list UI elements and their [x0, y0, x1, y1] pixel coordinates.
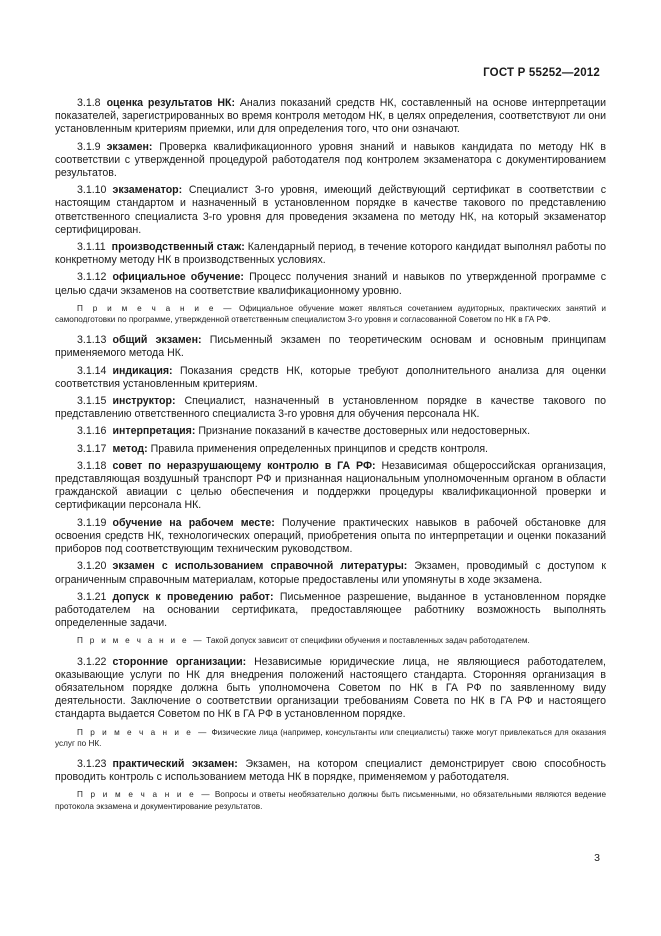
- clause-number: 3.1.13: [77, 334, 107, 347]
- term: практический экзамен:: [112, 757, 238, 770]
- page-number: 3: [594, 852, 600, 864]
- definition-text: Проверка квалификационного уровня знаний и навыков кандидата по методу НК в соответствии с утвержденной процедурой работодателя под контролем экзаменатора с документированием результатов.: [55, 140, 606, 180]
- term: обучение на рабочем месте:: [112, 516, 275, 529]
- note-official-training: [55, 303, 606, 325]
- definition-text: Независимые юридические лица, не являющиеся работодателем, оказывающие услуги по НК для внедрения положений настоящего стандарта. Сторонняя организация в обязательном порядке должна быть уполномочена Советом по НК в ГА РФ по заявленному виду деятельности. Заключение о соответствии организации требованиям Совета по НК в ГА РФ и настоящего стандарта выдается Советом по НК в ГА РФ в установленном порядке.: [55, 655, 606, 721]
- clause-number: 3.1.14: [77, 364, 107, 377]
- definition-text: Письменное разрешение, выданное в установленном порядке работодателем на основании сертификата, предоставляющее работнику возможность выполнять определенные задачи.: [55, 590, 606, 630]
- clause-number: 3.1.22: [77, 655, 107, 668]
- definition-3-1-12: [55, 271, 606, 297]
- definition-3-1-14: [55, 365, 606, 391]
- term: сторонние организации:: [112, 655, 247, 668]
- note-label: П р и м е ч а н и е —: [77, 636, 204, 646]
- term: экзамен с использованием справочной литературы:: [112, 560, 408, 573]
- definition-text: Календарный период, в течение которого кандидат выполнял работы по конкретному методу НК в производственных условиях.: [55, 241, 606, 267]
- clause-number: 3.1.17: [77, 442, 107, 455]
- definition-3-1-9: [55, 141, 606, 181]
- term: совет по неразрушающему контролю в ГА РФ:: [112, 459, 376, 472]
- term: индикация:: [112, 364, 173, 377]
- clause-number: 3.1.19: [77, 516, 107, 529]
- definition-3-1-23: [55, 758, 606, 784]
- definition-text: Экзамен, проводимый с доступом к ограниченным справочным материалам, которые предоставлены или упомянуты в ходе экзамена.: [55, 560, 606, 586]
- definition-text: Специалист, назначенный в установленном порядке в качестве такового по представлению ответственного специалиста 3-го уровня для обучения персонала НК.: [55, 395, 606, 421]
- note-label: П р и м е ч а н и е —: [77, 303, 234, 313]
- definition-text: Процесс получения знаний и навыков по утвержденной программе с целью сдачи экзаменов на соответствие квалификационному уровню.: [55, 271, 606, 297]
- definition-3-1-22: [55, 656, 606, 722]
- term: допуск к проведению работ:: [112, 590, 274, 603]
- term: метод:: [112, 442, 148, 455]
- definition-text: Правила применения определенных принципов и средств контроля.: [147, 442, 488, 455]
- definition-text: Показания средств НК, которые требуют дополнительного анализа для оценки соответствия установленным критериям.: [55, 364, 606, 390]
- clause-number: 3.1.8: [77, 97, 101, 109]
- definition-3-1-8: [55, 97, 606, 137]
- term: инструктор:: [112, 395, 176, 408]
- clause-number: 3.1.15: [77, 395, 107, 408]
- definition-text: Анализ показаний средств НК, составленный на основе интерпретации показателей, зарегистрированных во время контроля методом НК, в целях определения, соответствуют ли они установленным критериям приемки, или для определения того, что они означают.: [55, 97, 606, 136]
- term: официальное обучение:: [112, 271, 244, 284]
- note-text: Вопросы и ответы необязательно должны быть письменными, но обязательными являются ведение протокола экзамена и документирование результатов.: [55, 790, 606, 811]
- document-header: ГОСТ Р 55252—2012: [483, 67, 600, 79]
- term: общий экзамен:: [112, 334, 202, 347]
- definition-3-1-19: [55, 517, 606, 557]
- definition-text: Признание показаний в качестве достоверных или недостоверных.: [195, 425, 531, 438]
- clause-number: 3.1.20: [77, 560, 107, 573]
- clause-number: 3.1.16: [77, 425, 107, 438]
- note-work-permit: [55, 635, 606, 646]
- term: производственный стаж:: [111, 241, 245, 254]
- definition-3-1-17: [55, 443, 606, 456]
- clause-number: 3.1.12: [77, 271, 107, 284]
- definition-3-1-20: [55, 560, 606, 586]
- definition-3-1-10: [55, 184, 606, 237]
- definition-text: Специалист 3-го уровня, имеющий действующий сертификат в соответствии с настоящим стандартом и назначенный в установленном порядке в качестве такового по представлению ответственного специалиста 3-го уровня для проведения экзамена по методу НК, на который экзаменатор сертифицирован.: [55, 184, 606, 236]
- definition-3-1-13: [55, 334, 606, 360]
- clause-number: 3.1.11: [77, 241, 106, 254]
- note-third-parties: [55, 727, 606, 749]
- definition-3-1-11: [55, 241, 606, 267]
- note-label: П р и м е ч а н и е —: [77, 727, 209, 737]
- page-content: [55, 97, 606, 821]
- definition-text: Письменный экзамен по теоретическим основам и основным принципам применяемого метода НК.: [55, 334, 606, 360]
- definition-3-1-15: [55, 395, 606, 421]
- clause-number: 3.1.10: [77, 184, 107, 197]
- term: экзамен:: [106, 140, 153, 153]
- note-text: Физические лица (например, консультанты или специалисты) также могут привлекаться для оказания услуг по НК.: [55, 727, 607, 748]
- definition-text: Экзамен, на котором специалист демонстрирует свою способность проводить контроль с использованием метода НК в порядке, применяемом у работодателя.: [55, 757, 607, 784]
- clause-number: 3.1.21: [77, 590, 107, 603]
- term: экзаменатор:: [112, 184, 183, 197]
- definition-3-1-18: [55, 460, 606, 513]
- clause-number: 3.1.9: [77, 140, 101, 153]
- clause-number: 3.1.23: [77, 757, 107, 770]
- definition-3-1-16: [55, 425, 606, 438]
- definition-3-1-21: [55, 591, 606, 631]
- clause-number: 3.1.18: [77, 459, 107, 472]
- term: интерпретация:: [112, 425, 196, 438]
- note-text: Официальное обучение может являться сочетанием аудиторных, практических занятий и самоподготовки по программе, утвержденной ответственным специалистом 3-го уровня и согласованной Советом по НК в ГА РФ.: [55, 303, 606, 325]
- definition-text: Независимая общероссийская организация, представляющая воздушный транспорт РФ и признанная национальным уполномоченным органом в области гражданской авиации с целью обеспечения и поддержки процедуры квалификационной проверки и сертификации персонала НК.: [55, 459, 606, 512]
- term: оценка результатов НК:: [106, 97, 235, 109]
- note-text: Такой допуск зависит от специфики обучения и поставленных задач работодателем.: [203, 636, 530, 646]
- note-label: П р и м е ч а н и е —: [77, 790, 212, 800]
- note-practical-exam: [55, 789, 606, 811]
- definition-text: Получение практических навыков в рабочей обстановке для освоения средств НК, технологических операций, приобретения опыта по интерпретации и оценки показаний приборов под соответствующим техническим руководством.: [55, 516, 606, 556]
